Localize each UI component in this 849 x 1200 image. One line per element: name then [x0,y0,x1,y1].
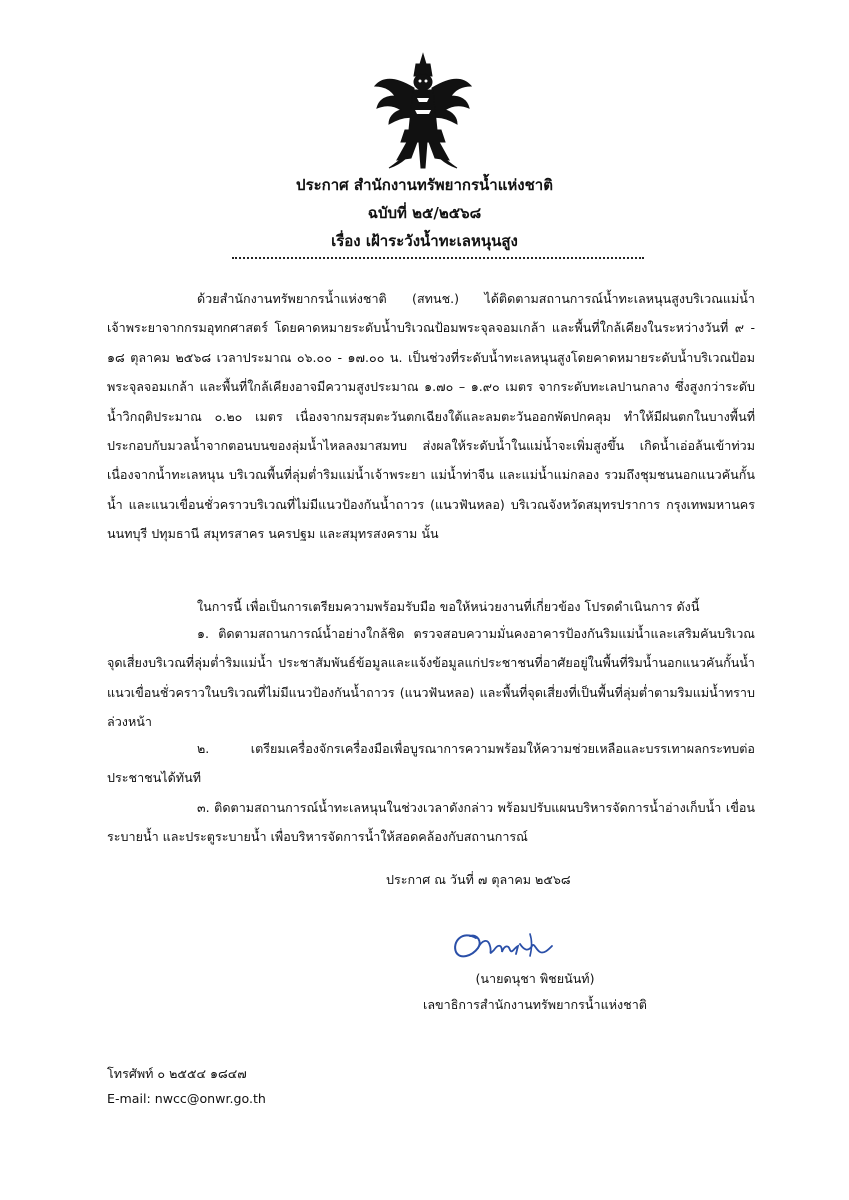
announcement-subject: เรื่อง เฝ้าระวังน้ำทะเลหนุนสูง [331,232,518,250]
signer-title: เลขาธิการสำนักงานทรัพยากรน้ำแห่งชาติ [423,997,647,1012]
handwritten-signature-icon [448,924,566,964]
garuda-emblem-icon [371,52,475,170]
contact-phone: โทรศัพท์ ๐ ๒๕๕๔ ๑๘๔๗ [107,1066,247,1081]
announcement-date: ประกาศ ณ วันที่ ๗ ตุลาคม ๒๕๖๘ [386,872,571,887]
action-item-1: ๑. ติดตามสถานการณ์น้ำอย่างใกล้ชิด ตรวจสอบความมั่นคงอาคารป้องกันริมแม่น้ำและเสริมคันบริเวณจุดเสี่ยงบริเวณที่ลุ่มต่ำริมแม่น้ำ ประชาสัมพันธ์ข้อมูลและแจ้งข้อมูลแก่ประชาชนที่อาศัยอยู่ในพื้นที่ริมน้ำนอกแนวคันกั้นน้ำ แนวเขื่อนชั่วคราวในบริเวณที่ไม่มีแนวป้องกันน้ำถาวร (แนวฟันหลอ) และพื้นที่จุดเสี่ยงที่เป็นพื้นที่ลุ่มต่ำตามริมแม่น้ำทราบล่วงหน้า [107,626,755,730]
announcement-title: ประกาศ สำนักงานทรัพยากรน้ำแห่งชาติ [296,176,553,194]
action-item-2: ๒. เตรียมเครื่องจักรเครื่องมือเพื่อบูรณาการความพร้อมให้ความช่วยเหลือและบรรเทาผลกระทบต่อประชาชนได้ทันที [107,741,755,786]
dotted-divider [232,257,644,259]
intro-paragraph: ด้วยสำนักงานทรัพยากรน้ำแห่งชาติ (สทนช.) ได้ติดตามสถานการณ์น้ำทะเลหนุนสูงบริเวณแม่น้ำเจ้าพระยาจากกรมอุทกศาสตร์ โดยคาดหมายระดับน้ำบริเวณป้อมพระจุลจอมเกล้า และพื้นที่ใกล้เคียงในระหว่างวันที่ ๙ - ๑๘ ตุลาคม ๒๕๖๘ เวลาประมาณ ๐๖.๐๐ - ๑๗.๐๐ น. เป็นช่วงที่ระดับน้ำทะเลหนุนสูงโดยคาดหมายระดับน้ำบริเวณป้อมพระจุลจอมเกล้า และพื้นที่ใกล้เคียงอาจมีความสูงประมาณ ๑.๗๐ – ๑.๙๐ เมตร จากระดับทะเลปานกลาง ซึ่งสูงกว่าระดับน้ำวิกฤติประมาณ ๐.๒๐ เมตร เนื่องจากมรสุมตะวันตกเฉียงใต้และลมตะวันออกพัดปกคลุม ทำให้มีฝนตกในบางพื้นที่ ประกอบกับมวลน้ำจากตอนบนของลุ่มน้ำไหลลงมาสมทบ ส่งผลให้ระดับน้ำในแม่น้ำจะเพิ่มสูงขึ้น เกิดน้ำเอ่อล้นเข้าท่วม เนื่องจากน้ำทะเลหนุน บริเวณพื้นที่ลุ่มต่ำริมแม่น้ำเจ้าพระยา แม่น้ำท่าจีน และแม่น้ำแม่กลอง รวมถึงชุมชนนอกแนวคันกั้นน้ำ และแนวเขื่อนชั่วคราวบริเวณที่ไม่มีแนวป้องกันน้ำถาวร (แนวฟันหลอ) บริเวณจังหวัดสมุทรปราการ กรุงเทพมหานคร นนทบุรี ปทุมธานี สมุทรสาคร นครปฐม และสมุทรสงคราม นั้น [107,291,755,542]
action-item-3: ๓. ติดตามสถานการณ์น้ำทะเลหนุนในช่วงเวลาดังกล่าว พร้อมปรับแผนบริหารจัดการน้ำอ่างเก็บน้ำ เขื่อนระบายน้ำ และประตูระบายน้ำ เพื่อบริหารจัดการน้ำให้สอดคล้องกับสถานการณ์ [107,800,755,845]
lead-sentence: ในการนี้ เพื่อเป็นการเตรียมความพร้อมรับมือ ขอให้หน่วยงานที่เกี่ยวข้อง โปรดดำเนินการ ดังนี้ [197,599,700,614]
signer-name: (นายดนุชา พิชยนันท์) [475,971,595,986]
contact-email: E-mail: nwcc@onwr.go.th [107,1091,266,1106]
announcement-number: ฉบับที่ ๒๕/๒๕๖๘ [367,204,482,222]
